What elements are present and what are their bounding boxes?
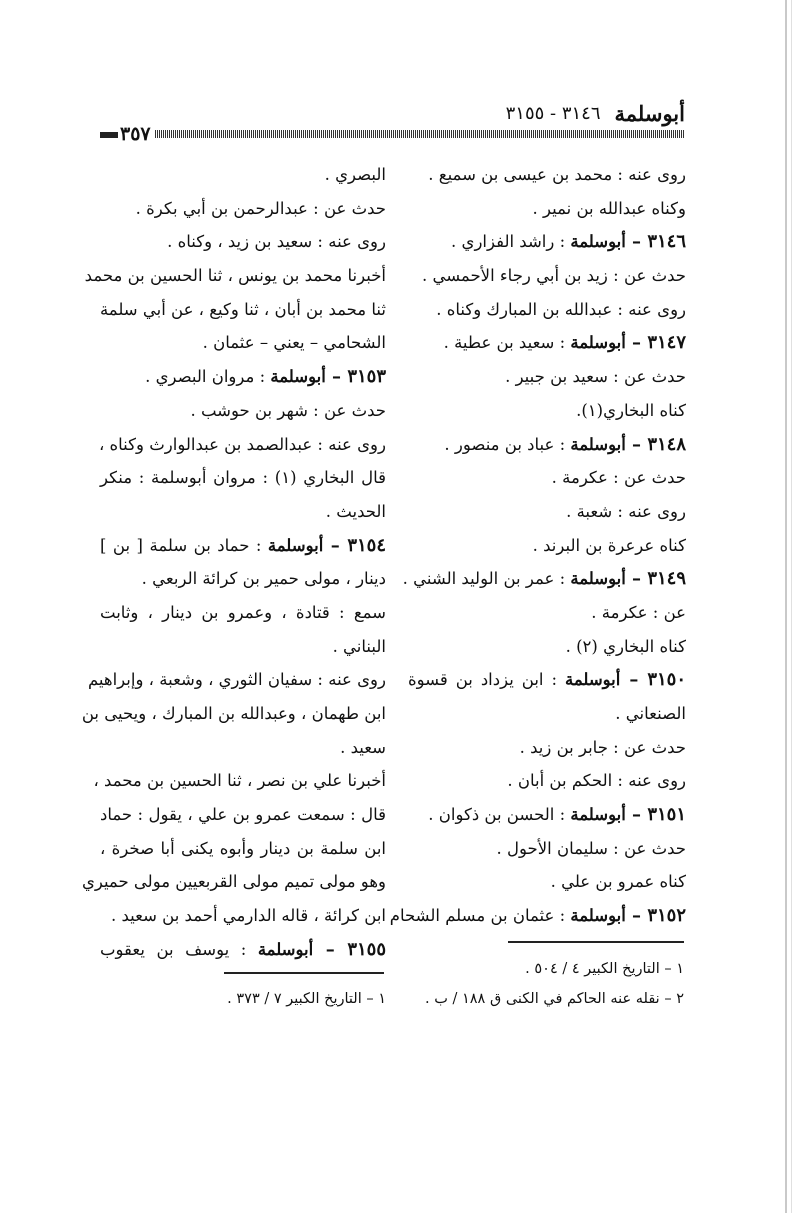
text-line: حدث عن : عكرمة . <box>551 468 686 488</box>
text-line: ٣١٤٨ – أبوسلمة : عباد بن منصور . <box>444 433 686 455</box>
text-line: حدث عن : سعيد بن جبير . <box>505 367 686 387</box>
text-line: روى عنه : سفيان الثوري ، وشعبة ، وإبراهيم <box>87 670 386 690</box>
page-number: ٣٥٧ <box>100 126 155 142</box>
text-line: روى عنه : محمد بن عيسى بن سميع . <box>428 165 686 184</box>
text-line: كناه عرعرة بن البرند . <box>532 535 686 555</box>
text-line: البصري . <box>324 165 386 184</box>
text-line: أخبرنا محمد بن يونس ، ثنا الحسين بن محمد <box>84 266 386 286</box>
text-line: وهو مولى تميم مولى القربعيين مولى حميري <box>81 872 386 892</box>
text-line: روى عنه : سعيد بن زيد ، وكناه . <box>167 232 386 252</box>
text-line: ابن كرائة ، قاله الدارمي أحمد بن سعيد . <box>110 906 386 926</box>
header-hatch-line <box>155 130 685 138</box>
text-line: حدث عن : زيد بن أبي رجاء الأحمسي . <box>421 266 686 286</box>
text-line: ٣١٥٤ – أبوسلمة : حماد بن سلمة [ بن ] <box>100 534 386 556</box>
text-line: روى عنه : الحكم بن أبان . <box>507 771 686 791</box>
text-line: حدث عن : عبدالرحمن بن أبي بكرة . <box>135 198 386 218</box>
text-line: البناني . <box>332 636 386 656</box>
text-line: قال البخاري (١) : مروان أبوسلمة : منكر <box>100 468 386 488</box>
text-line: ابن طهمان ، وعبدالله بن المبارك ، ويحيى بن <box>81 704 386 723</box>
text-line: ٣١٥٢ – أبوسلمة : عثمان بن مسلم الشحام <box>389 905 686 927</box>
text-line: حدث عن : جابر بن زيد . <box>519 737 686 757</box>
text-line: ٣١٤٦ – أبوسلمة : راشد الفزاري . <box>451 231 686 253</box>
text-line: ٣١٤٩ – أبوسلمة : عمر بن الوليد الشني . <box>402 568 686 590</box>
text-line: الصنعاني . <box>615 704 686 723</box>
left-column <box>81 158 386 967</box>
text-line: حدث عن : شهر بن حوشب . <box>190 400 386 420</box>
text-line: عن : عكرمة . <box>591 602 686 622</box>
text-line: سمع : قتادة ، وعمرو بن دينار ، وثابت <box>100 602 386 622</box>
text-line: سعيد . <box>340 737 386 757</box>
footnote: ١ – التاريخ الكبير ٧ / ٣٧٣ . <box>227 991 386 1007</box>
running-header <box>100 100 685 126</box>
right-column <box>389 158 686 933</box>
text-line: الحديث . <box>325 501 386 521</box>
text-line: روى عنه : عبدالصمد بن عبدالوارث وكناه ، <box>98 434 386 454</box>
footnote: ١ – التاريخ الكبير ٤ / ٥٠٤ . <box>525 961 684 977</box>
text-line: كناه عمرو بن علي . <box>550 872 686 892</box>
text-line: كناه البخاري (٢) . <box>565 636 686 656</box>
footnote-rule-left <box>224 972 384 974</box>
text-line: قال : سمعت عمرو بن علي ، يقول : حماد <box>100 805 386 825</box>
text-line: الشحامي – يعني – عثمان . <box>202 333 386 353</box>
text-line: وكناه عبدالله بن نمير . <box>532 198 686 218</box>
text-line: ٣١٥٥ – أبوسلمة : يوسف بن يعقوب <box>100 938 386 960</box>
text-line: روى عنه : عبدالله بن المبارك وكناه . <box>436 299 686 319</box>
text-line: أخبرنا علي بن نصر ، ثنا الحسين بن محمد ، <box>93 771 386 791</box>
text-line: ٣١٥٣ – أبوسلمة : مروان البصري . <box>145 366 386 388</box>
text-line: ٣١٥١ – أبوسلمة : الحسن بن ذكوان . <box>428 804 686 826</box>
header-entry-range: ٣١٤٦ - ٣١٥٥ <box>505 102 601 124</box>
footnote: ٢ – نقله عنه الحاكم في الكنى ق ١٨٨ / ب . <box>425 991 684 1007</box>
header-rule <box>100 123 685 145</box>
footnote-rule-right <box>508 941 684 943</box>
text-line: ٣١٤٧ – أبوسلمة : سعيد بن عطية . <box>443 332 686 354</box>
text-line: دينار ، مولى حمير بن كرائة الربعي . <box>141 569 386 589</box>
text-line: ٣١٥٠ – أبوسلمة : ابن يزداد بن قسوة <box>408 669 686 691</box>
text-line: ابن سلمة بن دينار وأبوه يكنى أبا صخرة ، <box>100 838 386 858</box>
page-edge <box>785 0 787 1213</box>
text-line: كناه البخاري(١). <box>576 400 686 420</box>
text-line: روى عنه : شعبة . <box>566 501 686 521</box>
header-title: أبوسلمة <box>614 100 685 126</box>
text-line: حدث عن : سليمان الأحول . <box>496 838 686 858</box>
page-edge-inner <box>791 0 792 1213</box>
text-line: ثنا محمد بن أبان ، ثنا وكيع ، عن أبي سلمة <box>99 299 386 319</box>
